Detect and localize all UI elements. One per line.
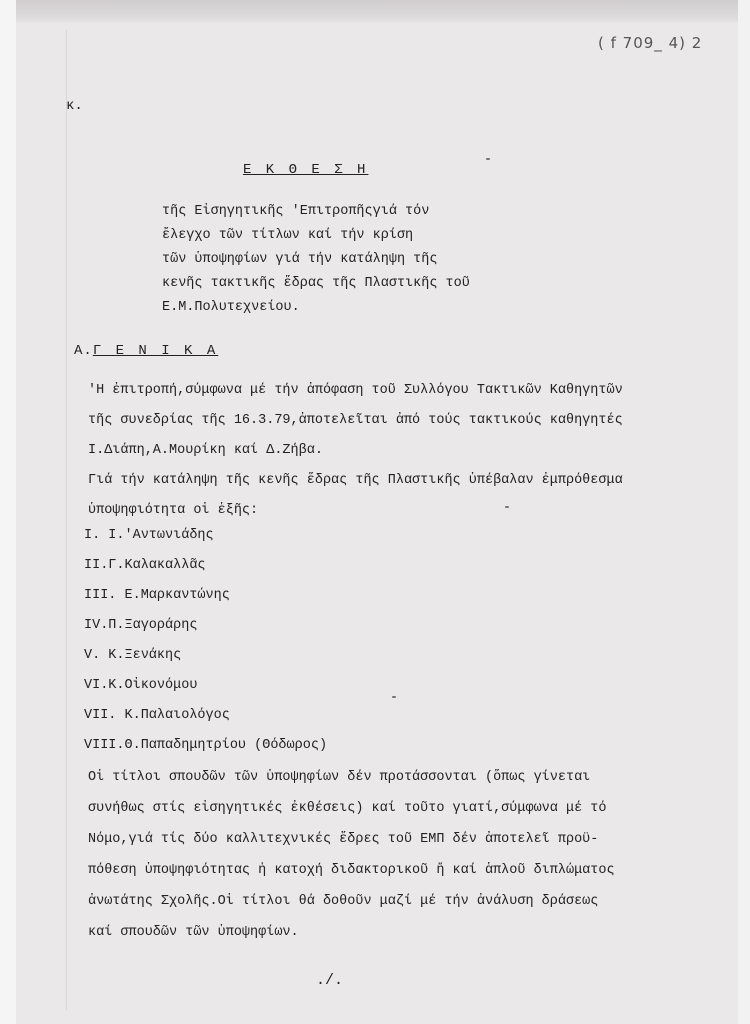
page-mark: κ. — [66, 98, 83, 114]
closing-paragraph — [88, 762, 688, 948]
text-line: ἀνωτάτης Σχολῆς.Οἱ τίτλοι θά δοθοῦν μαζί μέ τήν ἀνάλυση δράσεως — [88, 894, 599, 909]
section-heading — [74, 343, 218, 359]
ink-speck — [486, 158, 490, 160]
scan-right-edge — [738, 0, 750, 1024]
candidate-item: VIII.Θ.Παπαδημητρίου (Θόδωρος) — [84, 738, 328, 753]
document-title: Ε Κ Θ Ε Σ Η — [243, 162, 369, 178]
text-line: Οἱ τίτλοι σπουδῶν τῶν ὑποψηφίων δέν προτάσσονται (ὅπως γίνεται — [88, 770, 591, 785]
candidate-item: II.Γ.Καλακαλλᾶς — [84, 558, 206, 573]
text-line: Γιά τήν κατάληψη τῆς κενῆς ἕδρας τῆς Πλαστικῆς ὑπέβαλαν ἐμπρόθεσμα — [88, 473, 623, 488]
subtitle-line: τῶν ὑποψηφίων γιά τήν κατάληψη τῆς — [162, 252, 438, 267]
candidate-item: I. Ι.'Αντωνιάδης — [84, 528, 214, 543]
subtitle-line: κενῆς τακτικῆς ἕδρας τῆς Πλαστικῆς τοῦ — [162, 276, 470, 291]
text-line: 'Η ἐπιτροπή,σύμφωνα μέ τήν ἀπόφαση τοῦ Συλλόγου Τακτικῶν Καθηγητῶν — [88, 383, 623, 398]
text-line: τῆς συνεδρίας τῆς 16.3.79,ἀποτελεῖται ἀπό τούς τακτικούς καθηγητές — [88, 413, 623, 428]
scan-left-edge — [0, 0, 16, 1024]
margin-rule — [66, 30, 67, 1010]
continuation-mark: ./. — [316, 972, 344, 989]
scan-top-shadow — [16, 0, 738, 22]
text-line: Ι.Διάπη,Α.Μουρίκη καί Δ.Ζήβα. — [88, 443, 323, 458]
section-prefix: Α. — [74, 343, 93, 359]
text-line: πόθεση ὑποψηφιότητας ἡ κατοχή διδακτορικοῦ ἤ καί ἁπλοῦ διπλώματος — [88, 863, 615, 878]
text-line: συνήθως στίς εἰσηγητικές ἐκθέσεις) καί τοῦτο γιατί,σύμφωνα μέ τό — [88, 801, 607, 816]
subtitle-line: τῆς Εἰσηγητικῆς 'Επιτροπῆςγιά τόν — [162, 204, 430, 219]
candidate-item: VI.Κ.Οἰκονόμου — [84, 678, 198, 693]
candidate-item: VII. Κ.Παλαιολόγος — [84, 708, 230, 723]
section-title: Γ Ε Ν Ι Κ Α — [92, 343, 219, 359]
subtitle-line: ἔλεγχο τῶν τίτλων καί τήν κρίση — [162, 228, 414, 243]
text-line: Νόμο,γιά τίς δύο καλλιτεχνικές ἕδρες τοῦ ΕΜΠ δέν ἀποτελεῖ προϋ- — [88, 832, 599, 847]
text-line: καί σπουδῶν τῶν ὑποψηφίων. — [88, 925, 299, 940]
candidate-item: V. Κ.Ξενάκης — [84, 648, 182, 663]
candidate-item: III. Ε.Μαρκαντώνης — [84, 588, 230, 603]
subtitle-line: Ε.Μ.Πολυτεχνείου. — [162, 300, 300, 315]
ink-speck — [505, 506, 509, 508]
ink-speck — [392, 696, 396, 698]
document-subtitle — [162, 200, 470, 320]
text-line: ὑποψηφιότητα οἱ ἑξῆς: — [88, 503, 259, 518]
handwritten-archive-note: ( f 709_ 4) 2 — [598, 34, 703, 52]
intro-paragraph — [88, 376, 688, 526]
candidate-item: IV.Π.Ξαγοράρης — [84, 618, 198, 633]
candidate-list — [84, 521, 327, 761]
